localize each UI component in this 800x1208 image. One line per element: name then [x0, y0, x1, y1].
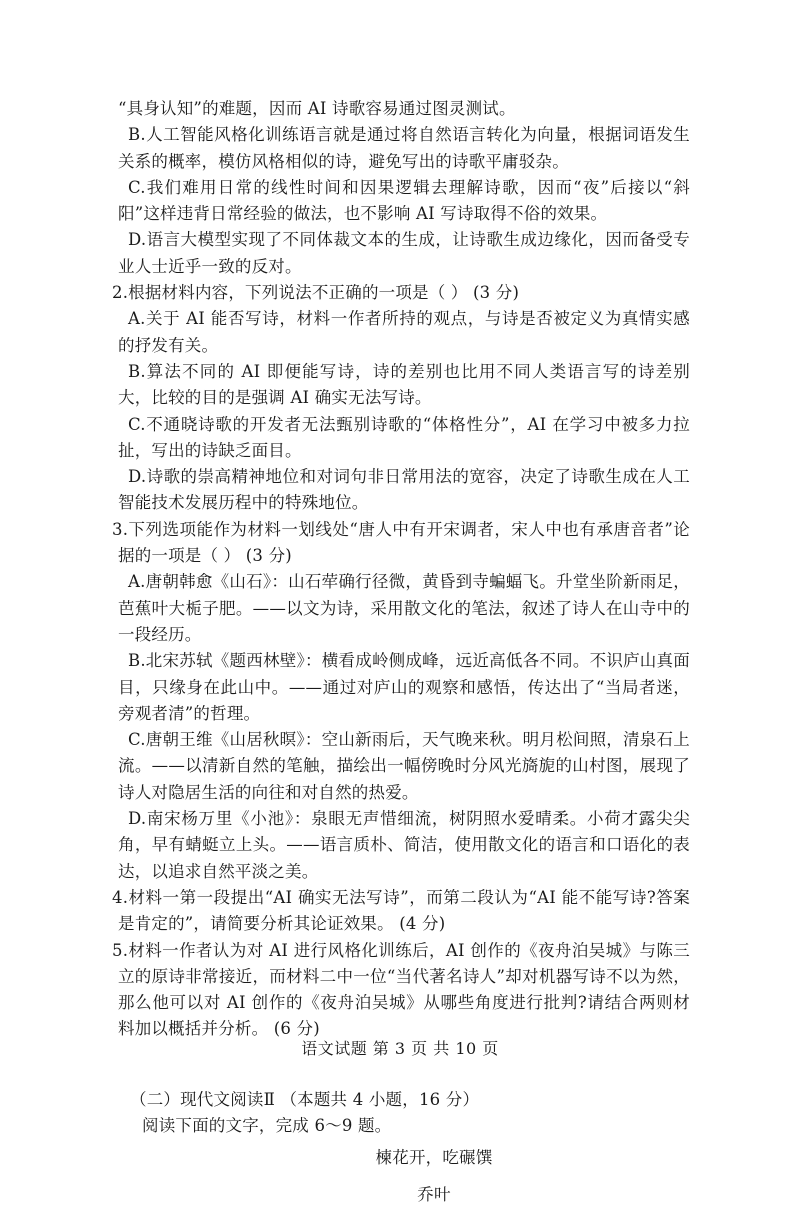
question-3-option-d: D.南宋杨万里《小池》：泉眼无声惜细流，树阴照水爱晴柔。小荷才露尖尖角，早有蜻蜓立上头。——语言质朴、简洁，使用散文化的语言和口语化的表达，以追求自然平淡之美。 — [118, 809, 690, 881]
question-2-option-c: C.不通晓诗歌的开发者无法甄别诗歌的“体格性分”，AI 在学习中被多力拉扯，写出的诗缺乏面目。 — [118, 414, 690, 460]
question-2-option-b: B.算法不同的 AI 即便能写诗，诗的差别也比用不同人类语言写的诗差别大，比较的目的是强调 AI 确实无法写诗。 — [118, 361, 690, 408]
option-c: C.我们难用日常的线性时间和因果逻辑去理解诗歌，因而“夜”后接以“斜阳”这样违背日常经验的做法，也不影响 AI 写诗取得不俗的效果。 — [118, 177, 690, 224]
question-2: 2.根据材料内容，下列说法不正确的一项是（ ） (3 分) — [112, 283, 520, 303]
reading-instruction: 阅读下面的文字，完成 6～9 题。 — [142, 1115, 392, 1135]
option-d: D.语言大模型实现了不同体裁文本的生成，让诗歌生成边缘化，因而备受专业人士近乎一致的反对。 — [118, 230, 690, 276]
question-3-option-c: C.唐朝王维《山居秋暝》：空山新雨后，天气晚来秋。明月松间照，清泉石上流。——以清新自然的笔触，描绘出一幅傍晚时分风光旖旎的山村图，展现了诗人对隐居生活的向往和对自然的热爱。 — [118, 730, 690, 802]
question-3: 3.下列选项能作为材料一划线处“唐人中有开宋调者，宋人中也有承唐音者”论据的一项是（ ） (3 分) — [112, 519, 690, 566]
question-2-option-a: A.关于 AI 能否写诗，材料一作者所持的观点，与诗是否被定义为真情实感的抒发有关。 — [118, 309, 690, 355]
option-b: B.人工智能风格化训练语言就是通过将自然语言转化为向量，根据词语发生关系的概率，模仿风格相似的诗，避免写出的诗歌平庸驳杂。 — [118, 125, 690, 171]
question-4: 4.材料一第一段提出“AI 确实无法写诗”，而第二段认为“AI 能不能写诗?答案是肯定的”，请简要分析其论证效果。 (4 分) — [112, 887, 690, 934]
text-line-option-a-continuation: “具身认知”的难题，因而 AI 诗歌容易通过图灵测试。 — [118, 99, 516, 118]
question-3-option-b: B.北宋苏轼《题西林壁》：横看成岭侧成峰，远近高低各不同。不识庐山真面目，只缘身在此山中。——通过对庐山的观察和感悟，传达出了“当局者迷，旁观者清”的哲理。 — [118, 651, 690, 723]
question-5: 5.材料一作者认为对 AI 进行风格化训练后，AI 创作的《夜舟泊吴城》与陈三立的原诗非常接近，而材料二中一位“当代著名诗人”却对机器写诗不以为然，那么他可以对 AI 创作的《夜舟泊吴城》从哪些角度进行批判?请结合两则材料加以概括并分析。 (6 分) — [112, 940, 690, 1039]
question-2-option-d: D.诗歌的崇高精神地位和对词句非日常用法的宽容，决定了诗歌生成在人工智能技术发展历程中的特殊地位。 — [118, 467, 690, 513]
article-author: 乔叶 — [417, 1184, 451, 1204]
page-footer: 语文试题 第 3 页 共 10 页 — [301, 1039, 499, 1058]
section-heading: （二）现代文阅读Ⅱ （本题共 4 小题，16 分） — [130, 1089, 480, 1109]
question-3-option-a: A.唐朝韩愈《山石》：山石荦确行径微，黄昏到寺蝙蝠飞。升堂坐阶新雨足，芭蕉叶大栀子肥。——以文为诗，采用散文化的笔法，叙述了诗人在山寺中的一段经历。 — [118, 572, 690, 644]
article-title: 楝花开，吃碾馔 — [375, 1148, 493, 1168]
